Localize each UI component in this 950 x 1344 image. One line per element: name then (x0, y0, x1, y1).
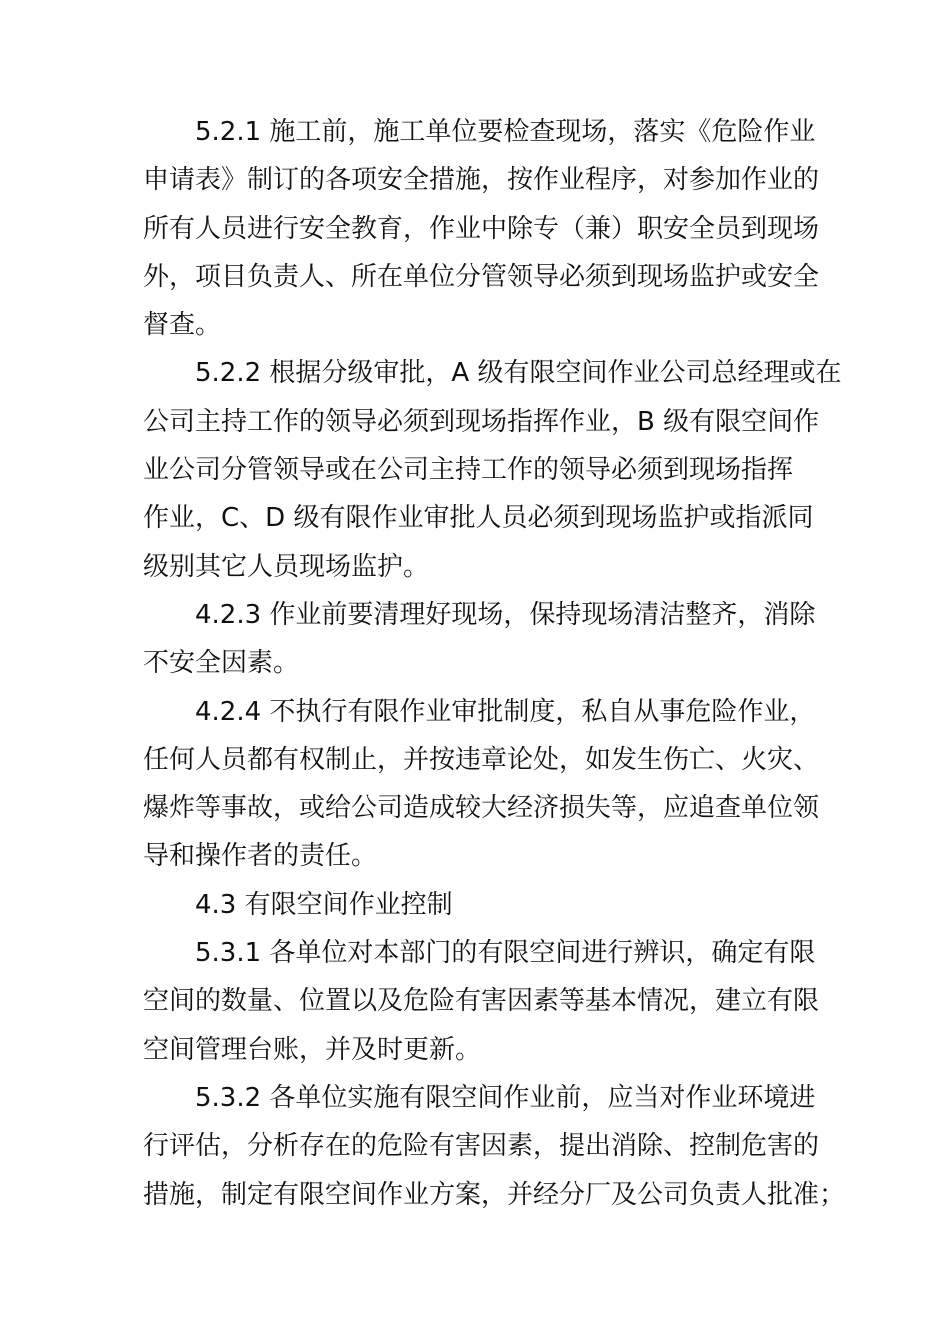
text-line: 4.2.3 作业前要清理好现场，保持现场清洁整齐，消除 (195, 599, 816, 630)
text-line: 5.3.1 各单位对本部门的有限空间进行辨识，确定有限 (195, 938, 816, 969)
text-line: 5.2.1 施工前，施工单位要检查现场，落实《危险作业 (195, 117, 816, 147)
text-line: 督查。 (143, 310, 222, 341)
text-line: 作业，C、D 级有限作业审批人员必须到现场监护或指派同 (143, 503, 814, 534)
text-line: 空间管理台账，并及时更新。 (143, 1034, 482, 1065)
text-line: 不安全因素。 (143, 648, 300, 679)
text-line: 级别其它人员现场监护。 (143, 551, 430, 582)
text-line: 公司主持工作的领导必须到现场指挥作业，B 级有限空间作 (143, 406, 820, 437)
text-line: 外，项目负责人、所在单位分管领导必须到现场监护或安全 (143, 261, 820, 292)
text-line: 爆炸等事故，或给公司造成较大经济损失等，应追查单位领 (143, 793, 820, 824)
text-line: 导和操作者的责任。 (143, 841, 378, 872)
text-line: 申请表》制订的各项安全措施，按作业程序，对参加作业的 (143, 165, 820, 196)
text-line: 空间的数量、位置以及危险有害因素等基本情况，建立有限 (143, 986, 820, 1017)
section-heading: 4.3 有限空间作业控制 (195, 889, 453, 920)
text-line: 业公司分管领导或在公司主持工作的领导必须到现场指挥 (143, 455, 794, 486)
text-line: 所有人员进行安全教育，作业中除专（兼）职安全员到现场 (143, 213, 820, 244)
text-line: 5.3.2 各单位实施有限空间作业前，应当对作业环境进 (195, 1082, 816, 1113)
text-line: 行评估，分析存在的危险有害因素，提出消除、控制危害的 (143, 1131, 820, 1162)
document-body (143, 108, 846, 1219)
text-line: 措施，制定有限空间作业方案，并经分厂及公司负责人批准； (143, 1179, 846, 1210)
text-line: 4.2.4 不执行有限作业审批制度，私自从事危险作业， (195, 696, 816, 727)
text-line: 任何人员都有权制止，并按违章论处，如发生伤亡、火灾、 (143, 744, 820, 775)
text-line: 5.2.2 根据分级审批，A 级有限空间作业公司总经理或在 (195, 358, 842, 389)
